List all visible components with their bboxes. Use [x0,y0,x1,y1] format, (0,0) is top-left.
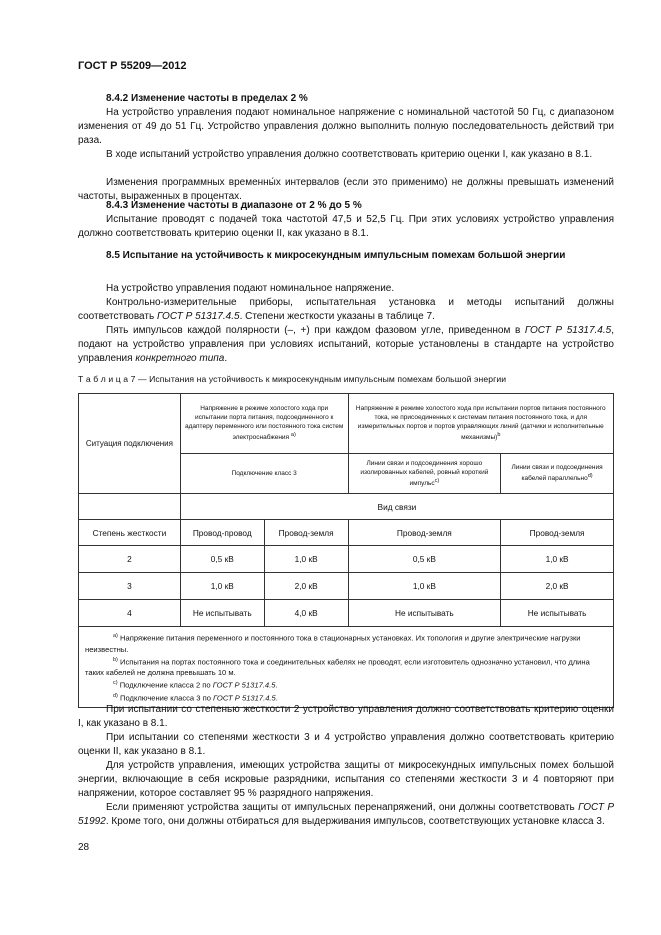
column-header: Провод-земля [501,520,614,546]
footnote-b: $^{b)}$ Испытания на портах постоянного тока и соединительных кабелях не проводят, если изготовитель однозначно установил, что длина таких кабелей не должна превышать 10 м. [85,656,590,678]
paragraph: На устройство управления подают номинальное напряжение. [106,283,395,294]
table-cell: 4,0 кВ [264,600,348,627]
table-cell: 1,0 кВ [348,573,501,600]
table-cell: 0,5 кВ [180,546,264,573]
page-number: 28 [78,842,90,853]
paragraph: При испытании со степенью жесткости 2 устройство управления должно соответствовать критерию оценки I, как указано в 8.1. [78,704,614,729]
paragraph: Пять импульсов каждой полярности (–, +) при каждом фазовом угле, приведенном в ГОСТ Р 51317.4.5, подают на устройство управления при условиях испытаний, которые установлены в стандарте на устройство управления конкретного типа. [78,325,614,364]
header-lines-parallel: Линии связи и подсоединения кабелей параллельно$^{d)}$ [501,453,614,493]
footnote-a: $^{a)}$ Напряжение питания переменного и постоянного тока в стационарных установках. Их топология и другие электрические нагрузки неизвестны. [85,633,581,654]
section-8-5-title: 8.5 Испытание на устойчивость к микросекундным импульсным помехам большой энергии [106,250,566,261]
paragraph: Если применяют устройства защиты от импульсных перенапряжений, они должны соответствовать ГОСТ Р 51992. Кроме того, они должны отбираться для выдерживания импульсов, соответствующих установке класса 3. [78,802,614,827]
standard-reference: ГОСТ Р 51992 [78,802,614,827]
paragraph: Изменения программных временны́х интервалов (если это применимо) не должны превышать изменений частоты, выраженных в процентах. [78,177,614,202]
table-cell: 0,5 кВ [348,546,501,573]
table-cell: 2 [79,546,181,573]
paragraph: Контрольно-измерительные приборы, испытательная установка и методы испытаний должны соответствовать ГОСТ Р 51317.4.5. Степени жесткости указаны в таблице 7. [78,297,614,322]
table-cell: Не испытывать [501,600,614,627]
footnote-d: $^{d)}$ Подключение класса 3 по ГОСТ Р 51317.4.5. [113,692,278,703]
standard-reference: ГОСТ Р 51317.4.5 [156,311,240,322]
section-8-4-3-title: 8.4.3 Изменение частоты в диапазоне от 2 % до 5 % [106,200,362,211]
header-ac-voltage: Напряжение в режиме холостого хода при испытании порта питания, подсоединенного к адаптеру переменного или постоянного тока систем электроснабжения $^{a)}$ [180,394,348,454]
standard-reference: ГОСТ Р 51317.4.5 [524,325,612,336]
column-header: Провод-земля [264,520,348,546]
table-cell: 1,0 кВ [264,546,348,573]
column-header: Провод-провод [180,520,264,546]
paragraph: Испытание проводят с подачей тока частотой 47,5 и 52,5 Гц. При этих условиях устройство управления должно соответствовать критерию оценки II, как указано в 8.1. [78,214,614,239]
paragraph: Для устройств управления, имеющих устройства защиты от микросекундных импульсных помех большой энергии, включающие в себя искровые разрядники, испытания со степенями жесткости 3 и 4 повторяют при напряжении, которое составляет 95 % разрядного напряжения. [78,760,614,799]
table-footnotes [79,627,614,708]
table-cell: 4 [79,600,181,627]
table-cell: 3 [79,573,181,600]
table-cell: 2,0 кВ [501,573,614,600]
paragraph: При испытании со степенями жесткости 3 и 4 устройство управления должно соответствовать критерию оценки II, как указано в 8.1. [78,732,614,757]
header-coupling-kind: Вид связи [180,494,613,520]
empty-cell [79,494,181,520]
table-7 [78,393,614,708]
table-cell: 1,0 кВ [501,546,614,573]
table-row [79,546,614,573]
table-row [79,600,614,627]
table-row [79,573,614,600]
table-cell: Не испытывать [348,600,501,627]
header-situation: Ситуация подключения [79,394,181,494]
paragraph: В ходе испытаний устройство управления должно соответствовать критерию оценки I, как указано в 8.1. [106,149,593,160]
column-header: Степень жесткости [79,520,181,546]
table-cell: 2,0 кВ [264,573,348,600]
table-cell: Не испытывать [180,600,264,627]
header-dc-voltage: Напряжение в режиме холостого хода при испытании портов питания постоянного тока, не присоединенных к системам питания постоянного тока, и для измерительных портов и портов управляющих линий (датчики и исполнительные механизмы)$^b$ [348,394,613,454]
section-8-4-2-title: 8.4.2 Изменение частоты в пределах 2 % [106,93,308,104]
table-cell: 1,0 кВ [180,573,264,600]
paragraph: На устройство управления подают номинальное напряжение с номинальной частотой 50 Гц, с диапазоном изменения от 49 до 51 Гц. Устройство управления должно выполнить полную последовательность действий три раза. [78,107,614,146]
header-class3: Подключение класс 3 [180,453,348,493]
footnote-c: $^{c)}$ Подключение класса 2 по ГОСТ Р 51317.4.5. [113,680,278,690]
column-header: Провод-земля [348,520,501,546]
table-caption: Т а б л и ц а 7 — Испытания на устойчивость к микросекундным импульсным помехам большой энергии [78,374,507,384]
header-lines-short: Линии связи и подсоединения хорошо изолированных кабелей, ровный короткий импульс$^{c)}$ [348,453,501,493]
document-header: ГОСТ Р 55209—2012 [78,60,187,72]
